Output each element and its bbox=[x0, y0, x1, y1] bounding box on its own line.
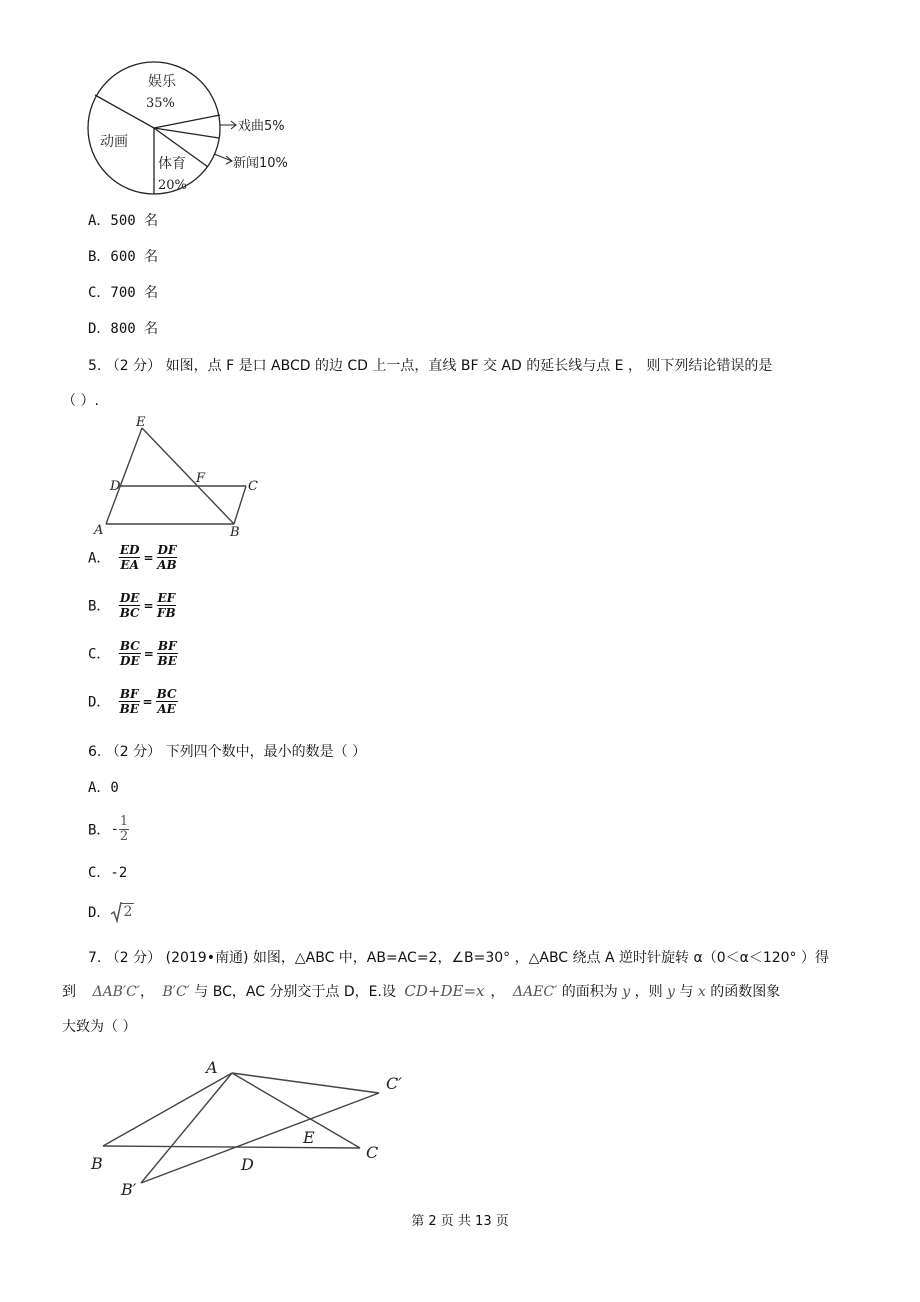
q5-option-d[interactable] bbox=[88, 687, 178, 716]
denominator: BE bbox=[119, 702, 139, 716]
text-dao: 到 bbox=[62, 984, 76, 1000]
q5-question-line2: （ ）. bbox=[62, 393, 99, 409]
q4-option-b[interactable]: B．600 名 bbox=[88, 249, 159, 265]
denominator: BC bbox=[119, 606, 140, 620]
pie-label-opera: 戏曲5% bbox=[238, 119, 285, 134]
page-footer: 第 2 页 共 13 页 bbox=[411, 1214, 509, 1229]
denominator: AE bbox=[157, 702, 176, 716]
fraction-one-half bbox=[119, 815, 129, 844]
q6-option-a[interactable]: A．0 bbox=[88, 780, 119, 796]
comma: ， bbox=[490, 984, 505, 1000]
option-letter: C． bbox=[88, 646, 111, 663]
denominator: 2 bbox=[119, 829, 129, 844]
denominator: DE bbox=[120, 654, 140, 668]
label-B: B bbox=[91, 1154, 103, 1173]
pie-label-sports: 体育 bbox=[158, 156, 186, 172]
var-y: y bbox=[667, 984, 675, 1000]
fraction-left bbox=[119, 543, 141, 572]
q7-question-line1: 7. （2 分） (2019•南通) 如图，△ABC 中，AB=AC=2，∠B=30° ，△ABC 绕点 A 逆时针旋转 α（0＜α＜120° ）得 bbox=[88, 950, 830, 966]
radicand: 2 bbox=[123, 903, 133, 920]
label-E: E bbox=[136, 415, 146, 430]
q6-option-c[interactable]: C．-2 bbox=[88, 865, 128, 881]
fraction-right bbox=[157, 639, 178, 668]
option-letter: B． bbox=[88, 598, 111, 615]
pie-label-entertainment: 娱乐 bbox=[148, 74, 176, 90]
seg-EB bbox=[142, 428, 234, 524]
numerator: DF bbox=[157, 543, 177, 557]
numerator: BF bbox=[157, 639, 177, 653]
equals-sign: = bbox=[143, 550, 154, 565]
text-then: ，则 bbox=[634, 984, 663, 1000]
text-function-graph: 的函数图象 bbox=[710, 984, 781, 1000]
option-letter: D． bbox=[88, 905, 111, 921]
fraction-left bbox=[119, 639, 141, 668]
fraction-right bbox=[156, 687, 178, 716]
option-letter: D． bbox=[88, 694, 111, 711]
equals-sign: = bbox=[143, 598, 154, 613]
news-arrow bbox=[214, 154, 232, 161]
pie-label-news: 新闻10% bbox=[233, 156, 288, 171]
pie-divider-opera-news bbox=[154, 128, 219, 138]
q4-option-c[interactable]: C．700 名 bbox=[88, 285, 159, 301]
label-C: C bbox=[248, 479, 258, 494]
equals-sign: = bbox=[142, 694, 153, 709]
pie-label-entertainment-pct: 35% bbox=[146, 96, 175, 111]
q5-option-c[interactable] bbox=[88, 639, 178, 668]
q6-option-b[interactable] bbox=[88, 815, 129, 844]
numerator: 1 bbox=[119, 814, 129, 829]
label-C: C bbox=[366, 1143, 379, 1162]
fraction-left bbox=[119, 591, 141, 620]
label-D: D bbox=[110, 479, 121, 494]
numerator: DE bbox=[119, 591, 140, 605]
pie-divider-ent-opera bbox=[154, 115, 220, 128]
q7-rotation-figure bbox=[85, 1055, 415, 1200]
q4-option-a[interactable]: A．500 名 bbox=[88, 213, 159, 229]
option-letter: A． bbox=[88, 550, 111, 567]
q5-option-b[interactable] bbox=[88, 591, 176, 620]
label-B: B bbox=[230, 525, 240, 540]
expr-cd-de-x: CD+DE=x bbox=[404, 982, 485, 1000]
label-C-prime: C′ bbox=[386, 1074, 402, 1093]
pie-label-sports-pct: 20% bbox=[158, 178, 187, 193]
numerator: BC bbox=[119, 639, 140, 653]
triangle-ab-c-prime: ΔAB′C′ bbox=[92, 984, 141, 1000]
triangle-aec-prime: ΔAEC′ bbox=[512, 984, 558, 1000]
q5-parallelogram-figure bbox=[90, 412, 270, 542]
var-y: y bbox=[622, 984, 631, 1000]
numerator: ED bbox=[119, 543, 140, 557]
var-x: x bbox=[697, 984, 706, 1000]
minus-sign: - bbox=[110, 821, 119, 838]
seg-EA bbox=[106, 428, 142, 524]
denominator: EA bbox=[120, 558, 139, 572]
sqrt-expression bbox=[110, 901, 134, 923]
pie-chart-figure bbox=[80, 55, 310, 205]
label-A: A bbox=[206, 1058, 218, 1077]
q4-option-d[interactable]: D．800 名 bbox=[88, 321, 159, 337]
text-intersect: 与 BC，AC 分别交于点 D，E.设 bbox=[194, 984, 396, 1000]
denominator: FB bbox=[157, 606, 176, 620]
segment-b-c-prime: B′C′ bbox=[162, 984, 190, 1000]
label-E: E bbox=[303, 1128, 315, 1147]
q6-option-d[interactable] bbox=[88, 901, 134, 923]
q5-option-a[interactable] bbox=[88, 543, 177, 572]
text-area: 的面积为 bbox=[561, 984, 618, 1000]
q7-question-line3: 大致为（ ） bbox=[62, 1019, 137, 1035]
text-and: 与 bbox=[679, 984, 694, 1000]
pie-label-animation: 动画 bbox=[100, 134, 128, 150]
denominator: AB bbox=[157, 558, 177, 572]
numerator: EF bbox=[157, 591, 176, 605]
seg-AC-prime bbox=[232, 1073, 379, 1093]
q7-question-line2 bbox=[62, 981, 780, 1001]
label-D: D bbox=[241, 1155, 254, 1174]
label-F: F bbox=[196, 471, 206, 486]
label-A: A bbox=[94, 523, 104, 538]
seg-AC bbox=[232, 1073, 360, 1148]
seg-AB bbox=[103, 1073, 232, 1146]
seg-BC bbox=[234, 486, 246, 524]
equals-sign: = bbox=[143, 646, 154, 661]
fraction-right bbox=[157, 591, 177, 620]
comma: ， bbox=[140, 984, 155, 1000]
fraction-left bbox=[119, 687, 140, 716]
seg-BC bbox=[103, 1146, 360, 1148]
q5-question-line1: 5. （2 分） 如图，点 F 是口 ABCD 的边 CD 上一点，直线 BF 交 AD 的延长线与点 E ， 则下列结论错误的是 bbox=[88, 358, 773, 374]
label-B-prime: B′ bbox=[121, 1180, 137, 1199]
option-letter: B． bbox=[88, 822, 111, 839]
denominator: BE bbox=[157, 654, 177, 668]
fraction-right bbox=[157, 543, 178, 572]
numerator: BF bbox=[119, 687, 139, 701]
numerator: BC bbox=[156, 687, 177, 701]
q6-question: 6. （2 分） 下列四个数中，最小的数是（ ） bbox=[88, 744, 367, 760]
